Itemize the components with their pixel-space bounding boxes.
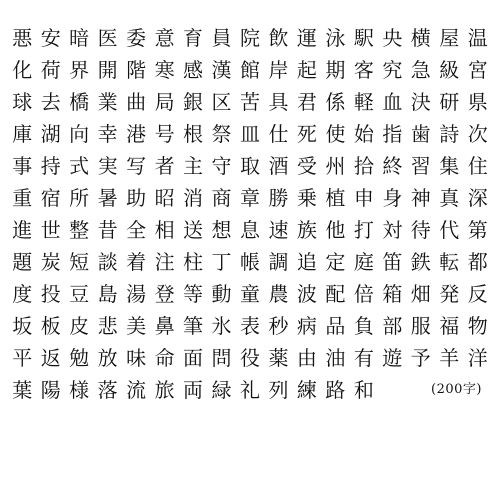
kanji-char: 持 — [40, 154, 61, 178]
kanji-char: 暑 — [97, 186, 118, 210]
kanji-char: 期 — [325, 58, 346, 82]
kanji-char: 決 — [410, 90, 431, 114]
kanji-char: 味 — [126, 346, 147, 370]
kanji-char: 主 — [183, 154, 204, 178]
kanji-char: 植 — [325, 186, 346, 210]
kanji-char: 受 — [296, 154, 317, 178]
kanji-char: 歯 — [410, 122, 431, 146]
kanji-char: 県 — [467, 90, 488, 114]
kanji-char: 区 — [211, 90, 232, 114]
kanji-char: 州 — [325, 154, 346, 178]
kanji-char: 界 — [69, 58, 90, 82]
kanji-char: 板 — [40, 314, 61, 338]
kanji-char: 島 — [97, 282, 118, 306]
kanji-char: 面 — [183, 346, 204, 370]
kanji-char: 物 — [467, 314, 488, 338]
kanji-char: 次 — [467, 122, 488, 146]
kanji-char: 球 — [12, 90, 33, 114]
kanji-char: 着 — [126, 250, 147, 274]
kanji-char: 等 — [183, 282, 204, 306]
kanji-char: 院 — [239, 26, 260, 50]
kanji-char: 写 — [126, 154, 147, 178]
kanji-char: 倍 — [353, 282, 374, 306]
kanji-char: 部 — [382, 314, 403, 338]
kanji-char: 安 — [40, 26, 61, 50]
kanji-char: 実 — [97, 154, 118, 178]
kanji-char: 他 — [325, 218, 346, 242]
kanji-char: 橋 — [69, 90, 90, 114]
kanji-char: 化 — [12, 58, 33, 82]
kanji-char: 代 — [439, 218, 460, 242]
kanji-char: 身 — [382, 186, 403, 210]
kanji-char: 緑 — [211, 378, 232, 402]
kanji-char: 局 — [154, 90, 175, 114]
kanji-char: 客 — [353, 58, 374, 82]
kanji-char: 練 — [296, 378, 317, 402]
kanji-char: 礼 — [239, 378, 260, 402]
kanji-char: 湯 — [126, 282, 147, 306]
kanji-char: 飲 — [268, 26, 289, 50]
kanji-char: 想 — [211, 218, 232, 242]
kanji-char: 丁 — [211, 250, 232, 274]
kanji-char: 負 — [353, 314, 374, 338]
kanji-char: 全 — [126, 218, 147, 242]
kanji-char: 岸 — [268, 58, 289, 82]
kanji-char: 式 — [69, 154, 90, 178]
kanji-char: 第 — [467, 218, 488, 242]
kanji-char: 問 — [211, 346, 232, 370]
kanji-char: 追 — [296, 250, 317, 274]
kanji-char: 死 — [296, 122, 317, 146]
kanji-char: 放 — [97, 346, 118, 370]
kanji-char: 漢 — [211, 58, 232, 82]
kanji-char: 指 — [382, 122, 403, 146]
kanji-char: 祭 — [211, 122, 232, 146]
kanji-char: 住 — [467, 154, 488, 178]
kanji-char: 命 — [154, 346, 175, 370]
kanji-char: 去 — [40, 90, 61, 114]
kanji-char: 落 — [97, 378, 118, 402]
kanji-char: 投 — [40, 282, 61, 306]
kanji-char: 深 — [467, 186, 488, 210]
kanji-char: 畑 — [410, 282, 431, 306]
kanji-char: 開 — [97, 58, 118, 82]
kanji-char: 神 — [410, 186, 431, 210]
kanji-char: 泳 — [325, 26, 346, 50]
kanji-char: 様 — [69, 378, 90, 402]
kanji-char: 館 — [239, 58, 260, 82]
kanji-char: 息 — [239, 218, 260, 242]
kanji-char: 酒 — [268, 154, 289, 178]
kanji-char: 横 — [410, 26, 431, 50]
kanji-char: 所 — [69, 186, 90, 210]
kanji-char: 有 — [353, 346, 374, 370]
kanji-char: 係 — [325, 90, 346, 114]
total-count-label: (200字) — [431, 382, 482, 397]
kanji-char: 使 — [325, 122, 346, 146]
kanji-char: 速 — [268, 218, 289, 242]
kanji-char: 童 — [239, 282, 260, 306]
kanji-char: 鉄 — [410, 250, 431, 274]
kanji-char: 号 — [154, 122, 175, 146]
kanji-char: 委 — [126, 26, 147, 50]
kanji-char: 注 — [154, 250, 175, 274]
kanji-char: 消 — [183, 186, 204, 210]
kanji-char: 皿 — [239, 122, 260, 146]
kanji-char: 育 — [183, 26, 204, 50]
kanji-char: 員 — [211, 26, 232, 50]
kanji-char: 軽 — [353, 90, 374, 114]
kanji-char: 詩 — [439, 122, 460, 146]
kanji-grid — [8, 22, 492, 406]
kanji-char: 急 — [410, 58, 431, 82]
kanji-char: 苦 — [239, 90, 260, 114]
kanji-char: 階 — [126, 58, 147, 82]
kanji-char: 真 — [439, 186, 460, 210]
kanji-char: 薬 — [268, 346, 289, 370]
kanji-char: 談 — [97, 250, 118, 274]
kanji-char: 品 — [325, 314, 346, 338]
kanji-char: 遊 — [382, 346, 403, 370]
kanji-char: 勝 — [268, 186, 289, 210]
kanji-char: 具 — [268, 90, 289, 114]
kanji-char: 君 — [296, 90, 317, 114]
kanji-char: 族 — [296, 218, 317, 242]
kanji-char: 美 — [126, 314, 147, 338]
kanji-char: 相 — [154, 218, 175, 242]
kanji-char: 集 — [439, 154, 460, 178]
kanji-char: 平 — [12, 346, 33, 370]
kanji-char: 都 — [467, 250, 488, 274]
kanji-char: 根 — [183, 122, 204, 146]
kanji-char: 待 — [410, 218, 431, 242]
kanji-char: 勉 — [69, 346, 90, 370]
kanji-char: 港 — [126, 122, 147, 146]
kanji-char: 坂 — [12, 314, 33, 338]
kanji-char: 両 — [183, 378, 204, 402]
kanji-char: 血 — [382, 90, 403, 114]
kanji-char: 炭 — [40, 250, 61, 274]
kanji-char: 事 — [12, 154, 33, 178]
kanji-char: 打 — [353, 218, 374, 242]
kanji-char: 庭 — [353, 250, 374, 274]
kanji-char: 始 — [353, 122, 374, 146]
kanji-char: 整 — [69, 218, 90, 242]
kanji-char: 笛 — [382, 250, 403, 274]
kanji-char: 調 — [268, 250, 289, 274]
kanji-char: 柱 — [183, 250, 204, 274]
kanji-char: 流 — [126, 378, 147, 402]
kanji-char: 医 — [97, 26, 118, 50]
kanji-char: 習 — [410, 154, 431, 178]
kanji-char: 発 — [439, 282, 460, 306]
kanji-char: 昔 — [97, 218, 118, 242]
kanji-char: 服 — [410, 314, 431, 338]
kanji-char: 度 — [12, 282, 33, 306]
kanji-char: 定 — [325, 250, 346, 274]
kanji-char: 氷 — [211, 314, 232, 338]
kanji-char: 曲 — [126, 90, 147, 114]
kanji-char: 題 — [12, 250, 33, 274]
kanji-char: 登 — [154, 282, 175, 306]
kanji-char: 葉 — [12, 378, 33, 402]
kanji-char: 幸 — [97, 122, 118, 146]
kanji-char: 央 — [382, 26, 403, 50]
kanji-char: 短 — [69, 250, 90, 274]
kanji-char: 昭 — [154, 186, 175, 210]
kanji-char: 宿 — [40, 186, 61, 210]
kanji-char: 銀 — [183, 90, 204, 114]
kanji-char: 進 — [12, 218, 33, 242]
kanji-char: 乗 — [296, 186, 317, 210]
kanji-char: 商 — [211, 186, 232, 210]
kanji-char: 反 — [467, 282, 488, 306]
kanji-char: 感 — [183, 58, 204, 82]
kanji-char: 鼻 — [154, 314, 175, 338]
kanji-char: 荷 — [40, 58, 61, 82]
kanji-char: 旅 — [154, 378, 175, 402]
kanji-char: 福 — [439, 314, 460, 338]
kanji-char: 仕 — [268, 122, 289, 146]
kanji-char: 申 — [353, 186, 374, 210]
kanji-char: 庫 — [12, 122, 33, 146]
kanji-char: 油 — [325, 346, 346, 370]
kanji-char: 級 — [439, 58, 460, 82]
kanji-char: 豆 — [69, 282, 90, 306]
kanji-char: 病 — [296, 314, 317, 338]
kanji-char: 章 — [239, 186, 260, 210]
kanji-char: 暗 — [69, 26, 90, 50]
kanji-char: 秒 — [268, 314, 289, 338]
kanji-char: 表 — [239, 314, 260, 338]
kanji-char: 動 — [211, 282, 232, 306]
kanji-char: 列 — [268, 378, 289, 402]
kanji-char: 運 — [296, 26, 317, 50]
kanji-char: 向 — [69, 122, 90, 146]
kanji-char: 研 — [439, 90, 460, 114]
kanji-char: 意 — [154, 26, 175, 50]
kanji-char: 悲 — [97, 314, 118, 338]
kanji-char: 悪 — [12, 26, 33, 50]
kanji-char: 終 — [382, 154, 403, 178]
kanji-char: 起 — [296, 58, 317, 82]
kanji-char: 究 — [382, 58, 403, 82]
kanji-char: 予 — [410, 346, 431, 370]
kanji-char: 配 — [325, 282, 346, 306]
kanji-char: 守 — [211, 154, 232, 178]
kanji-char: 取 — [239, 154, 260, 178]
kanji-char: 羊 — [439, 346, 460, 370]
kanji-char: 帳 — [239, 250, 260, 274]
kanji-char: 世 — [40, 218, 61, 242]
kanji-char: 波 — [296, 282, 317, 306]
kanji-char: 陽 — [40, 378, 61, 402]
kanji-char: 由 — [296, 346, 317, 370]
kanji-char: 者 — [154, 154, 175, 178]
kanji-char: 寒 — [154, 58, 175, 82]
kanji-char: 屋 — [439, 26, 460, 50]
kanji-char: 筆 — [183, 314, 204, 338]
kanji-char: 助 — [126, 186, 147, 210]
kanji-char: 送 — [183, 218, 204, 242]
kanji-char: 箱 — [382, 282, 403, 306]
kanji-char: 湖 — [40, 122, 61, 146]
kanji-char: 路 — [325, 378, 346, 402]
kanji-char: 転 — [439, 250, 460, 274]
kanji-char: 役 — [239, 346, 260, 370]
kanji-char: 皮 — [69, 314, 90, 338]
kanji-char: 拾 — [353, 154, 374, 178]
kanji-char: 駅 — [353, 26, 374, 50]
kanji-char: 農 — [268, 282, 289, 306]
kanji-char: 重 — [12, 186, 33, 210]
kanji-char: 宮 — [467, 58, 488, 82]
kanji-char: 和 — [353, 378, 374, 402]
kanji-char: 洋 — [467, 346, 488, 370]
kanji-char: 業 — [97, 90, 118, 114]
kanji-char: 温 — [467, 26, 488, 50]
kanji-char: 返 — [40, 346, 61, 370]
kanji-char: 対 — [382, 218, 403, 242]
